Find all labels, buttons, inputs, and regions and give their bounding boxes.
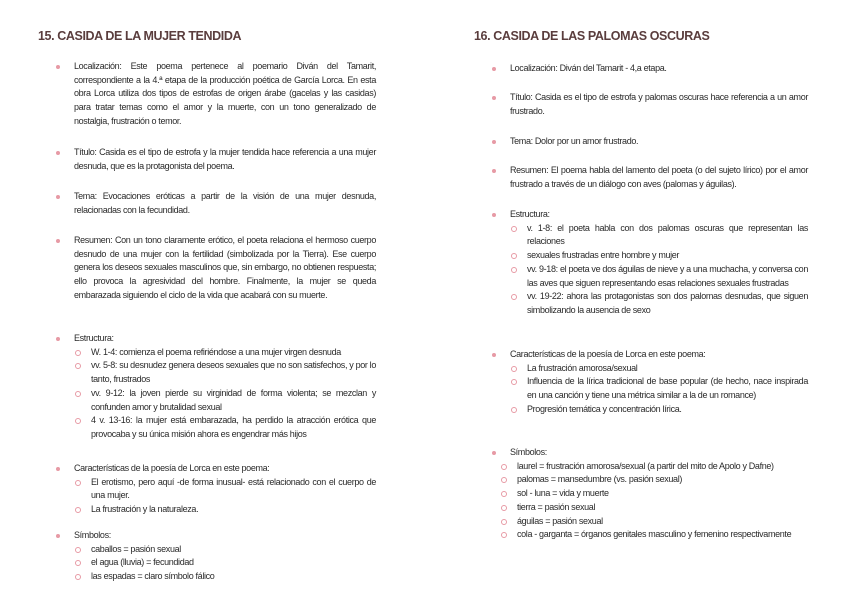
bullet-icon: [492, 140, 496, 144]
sub-item-text: vv. 5-8: su desnudez genera deseos sexuales que no son satisfechos, y por lo tanto, frustrados: [91, 360, 376, 385]
sub-list-item: [74, 387, 376, 414]
circle-bullet-icon: [511, 379, 517, 385]
left-list-item: [38, 529, 376, 584]
sub-list-item: [74, 476, 376, 503]
circle-bullet-icon: [75, 418, 81, 424]
sub-list-item: [74, 503, 376, 517]
right-list-item: [474, 208, 808, 318]
circle-bullet-icon: [511, 267, 517, 273]
sub-item-text: Influencia de la lírica tradicional de base popular (de hecho, nace inspirada en una canción y tiene una métrica similar a la de un romance): [527, 376, 808, 401]
left-list-item: [38, 332, 376, 442]
sub-list: [510, 222, 808, 318]
item-text: Tema: Dolor por un amor frustrado.: [510, 136, 639, 146]
sub-item-text: vv. 19-22: ahora las protagonistas son dos palomas desnudas, que siguen simbolizando la ausencia de sexo: [527, 291, 808, 315]
left-title: 15. CASIDA DE LA MUJER TENDIDA: [38, 29, 242, 43]
item-text: Símbolos:: [74, 530, 111, 540]
circle-bullet-icon: [501, 491, 507, 497]
sub-list-item: [74, 570, 376, 584]
sub-list-item: [500, 473, 808, 487]
sub-item-text: laurel = frustración amorosa/sexual (a partir del mito de Apolo y Dafne): [517, 460, 774, 471]
bullet-icon: [56, 534, 60, 538]
item-text: Tema: Evocaciones eróticas a partir de la visión de una mujer desnuda, relacionadas con la fecundidad.: [74, 191, 376, 215]
sub-item-text: caballos = pasión sexual: [91, 543, 181, 554]
sub-item-text: El erotismo, pero aquí -de forma inusual- está relacionado con el cuerpo de una mujer.: [91, 476, 376, 501]
item-text: Estructura:: [74, 333, 114, 343]
item-text: Resumen: Con un tono claramente erótico, el poeta relaciona el hermoso cuerpo desnudo de una mujer con la fertilidad (simbolizada por la Tierra). Ese cuerpo genera los deseos sexuales masculinos que, sin embargo, no obtienen respuesta; ello provoca la agresividad del hombre. Finalmente, la mujer se queda embarazada siguiendo el ciclo de la vida que acabará con su muerte.: [74, 235, 376, 300]
right-list-item: [474, 91, 808, 118]
item-text: Título: Casida es el tipo de estrofa y palomas oscuras hace referencia a un amor frustrado.: [510, 92, 808, 116]
sub-item-text: La frustración y la naturaleza.: [91, 504, 199, 515]
sub-item-text: Progresión temática y concentración lírica.: [527, 403, 682, 414]
bullet-icon: [492, 67, 496, 71]
circle-bullet-icon: [75, 574, 81, 580]
circle-bullet-icon: [75, 391, 81, 397]
left-list-item: [38, 462, 376, 517]
bullet-icon: [56, 337, 60, 341]
right-list-item: [474, 135, 808, 149]
bullet-icon: [492, 213, 496, 217]
right-title: 16. CASIDA DE LAS PALOMAS OSCURAS: [474, 29, 710, 43]
sub-list-item: [510, 362, 808, 376]
sub-list-item: [510, 290, 808, 317]
sub-list: [74, 476, 376, 517]
circle-bullet-icon: [511, 253, 517, 259]
circle-bullet-icon: [501, 519, 507, 525]
sub-item-text: águilas = pasión sexual: [517, 515, 603, 526]
sub-item-text: vv. 9-18: el poeta ve dos águilas de nieve y a una muchacha, y conversa con las aves que siguen representando esas relaciones sexuales frustradas: [527, 263, 808, 288]
sub-list-item: [510, 222, 808, 249]
sub-list-item: [510, 375, 808, 402]
sub-list: [510, 362, 808, 417]
sub-item-text: vv. 9-12: la joven pierde su virginidad de forma violenta; se mezclan y confunden amor y brutalidad sexual: [91, 387, 376, 412]
circle-bullet-icon: [75, 363, 81, 369]
circle-bullet-icon: [501, 464, 507, 470]
circle-bullet-icon: [501, 477, 507, 483]
bullet-icon: [492, 96, 496, 100]
sub-item-text: tierra = pasión sexual: [517, 501, 596, 512]
item-text: Localización: Diván del Tamarit - 4,a etapa.: [510, 63, 667, 73]
sub-item-text: el agua (lluvia) = fecundidad: [91, 557, 194, 568]
item-text: Estructura:: [510, 209, 550, 219]
bullet-icon: [56, 195, 60, 199]
sub-item-text: W. 1-4: comienza el poema refiriéndose a una mujer virgen desnuda: [91, 346, 341, 357]
item-text: Características de la poesía de Lorca en este poema:: [74, 463, 270, 473]
right-list-item: [474, 446, 808, 542]
circle-bullet-icon: [511, 366, 517, 372]
circle-bullet-icon: [75, 547, 81, 553]
item-text: Símbolos:: [510, 447, 547, 457]
circle-bullet-icon: [511, 226, 517, 232]
circle-bullet-icon: [75, 480, 81, 486]
sub-item-text: palomas = mansedumbre (vs. pasión sexual): [517, 474, 682, 485]
sub-list-item: [510, 249, 808, 263]
sub-item-text: 4 v. 13-16: la mujer está embarazada, ha perdido la atracción erótica que provocaba y su única misión ahora es engendrar más hijos: [91, 415, 376, 439]
bullet-icon: [56, 65, 60, 69]
sub-list: [74, 346, 376, 442]
item-text: Título: Casida es el tipo de estrofa y la mujer tendida hace referencia a una mujer desnuda, que es la protagonista del poema.: [74, 147, 376, 171]
bullet-icon: [492, 169, 496, 173]
sub-item-text: v. 1-8: el poeta habla con dos palomas oscuras que representan las relaciones: [527, 222, 808, 247]
left-list-item: [38, 234, 376, 303]
left-list-item: [38, 60, 376, 129]
sub-list-item: [510, 263, 808, 290]
sub-list-item: [74, 414, 376, 441]
sub-list: [510, 460, 808, 542]
circle-bullet-icon: [501, 505, 507, 511]
sub-list-item: [74, 543, 376, 557]
sub-item-text: sol - luna = vida y muerte: [517, 488, 609, 499]
bullet-icon: [492, 353, 496, 357]
sub-list-item: [500, 460, 808, 474]
circle-bullet-icon: [511, 407, 517, 413]
circle-bullet-icon: [75, 350, 81, 356]
left-list-item: [38, 146, 376, 173]
right-list-item: [474, 348, 808, 417]
sub-item-text: las espadas = claro símbolo fálico: [91, 571, 215, 582]
left-list-item: [38, 190, 376, 217]
sub-item-text: cola - garganta = órganos genitales masculino y femenino respectivamente: [517, 529, 792, 540]
sub-list-item: [500, 487, 808, 501]
circle-bullet-icon: [511, 294, 517, 300]
right-list-item: [474, 164, 808, 191]
circle-bullet-icon: [501, 532, 507, 538]
item-text: Características de la poesía de Lorca en este poema:: [510, 349, 706, 359]
sub-list-item: [74, 556, 376, 570]
item-text: Localización: Este poema pertenece al poemario Diván del Tamarit, correspondiente a la 4.ª etapa de la producción poética de García Lorca. En esta obra Lorca utiliza dos tipos de estrofas de origen árabe (gacelas y las casidas) para tratar temas como el amor y la muerte, con un tono generalizado de nostalgia, frustración o temor.: [74, 61, 376, 126]
sub-item-text: La frustración amorosa/sexual: [527, 362, 638, 373]
sub-list-item: [500, 528, 808, 542]
right-list-item: [474, 62, 808, 76]
sub-list-item: [74, 359, 376, 386]
sub-list: [74, 543, 376, 584]
bullet-icon: [492, 451, 496, 455]
circle-bullet-icon: [75, 560, 81, 566]
sub-list-item: [500, 501, 808, 515]
sub-list-item: [500, 515, 808, 529]
sub-list-item: [510, 403, 808, 417]
bullet-icon: [56, 467, 60, 471]
circle-bullet-icon: [75, 507, 81, 513]
sub-list-item: [74, 346, 376, 360]
item-text: Resumen: El poema habla del lamento del poeta (o del sujeto lírico) por el amor frustrado a través de un diálogo con aves (palomas y águilas).: [510, 165, 808, 189]
bullet-icon: [56, 239, 60, 243]
bullet-icon: [56, 151, 60, 155]
sub-item-text: sexuales frustradas entre hombre y mujer: [527, 250, 680, 261]
